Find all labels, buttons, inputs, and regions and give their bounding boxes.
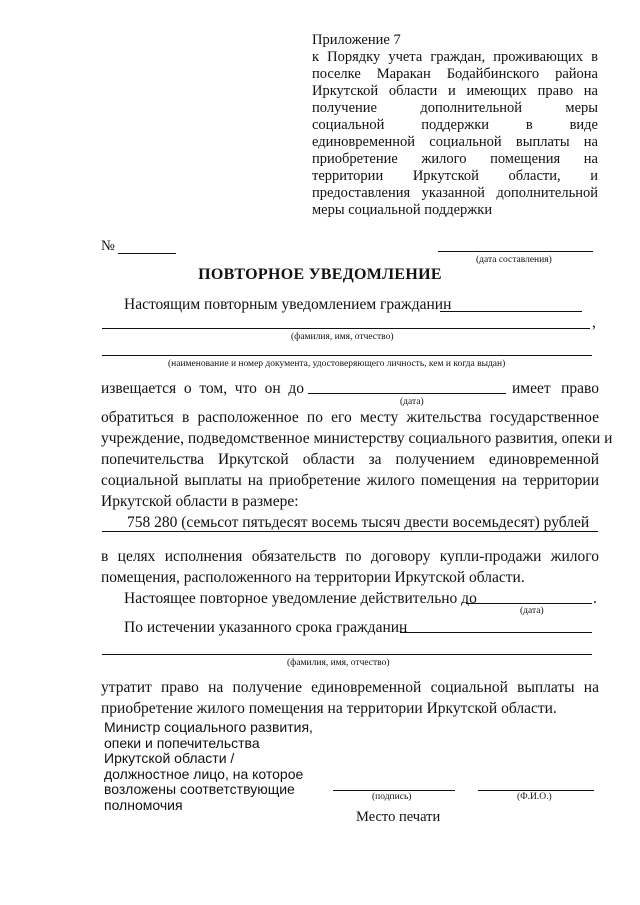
purpose-paragraph (101, 546, 599, 588)
appendix-line: получение дополнительной меры (312, 100, 598, 116)
appendix-line: предоставления указанной дополнительной (312, 185, 598, 201)
informed-text: извещается о том, что он до (101, 380, 304, 397)
appendix-line: социальной поддержки в виде (312, 117, 598, 133)
signature-field[interactable] (333, 790, 455, 791)
purpose-line: в целях исполнения обязательств по договору купли-продажи жилого (101, 548, 599, 565)
appendix-line: к Порядку учета граждан, проживающих в (312, 49, 598, 65)
identity-document-field[interactable] (102, 355, 592, 356)
date-field[interactable] (438, 251, 593, 252)
valid-until-text: Настоящее повторное уведомление действительно до (124, 590, 477, 607)
deadline-date-caption: (дата) (400, 397, 424, 407)
body-line: учреждение, подведомственное министерству социального развития, опеки и (101, 430, 613, 447)
signature-caption: (подпись) (372, 792, 412, 802)
loss-line: приобретение жилого помещения на территории Иркутской области. (101, 700, 557, 717)
expiry-name-field-2[interactable] (102, 654, 592, 655)
intro-text: Настоящим повторным уведомлением гражданин (124, 296, 452, 313)
expiry-fio-caption: (фамилия, имя, отчество) (287, 658, 390, 668)
page-title: ПОВТОРНОЕ УВЕДОМЛЕНИЕ (198, 266, 442, 283)
date-caption: (дата составления) (476, 255, 552, 265)
official-line: опеки и попечительства (104, 734, 260, 751)
name-caption: (Ф.И.О.) (517, 792, 552, 802)
body-line: попечительства Иркутской области за получением единовременной (101, 451, 599, 468)
official-line: Иркутской области / (104, 750, 235, 766)
appendix-block (312, 32, 598, 219)
amount-underline (102, 531, 598, 532)
expiry-name-field[interactable] (400, 632, 592, 633)
period: . (593, 590, 597, 607)
appendix-line: единовременной социальной выплаты на (312, 134, 598, 150)
comma: , (592, 314, 596, 331)
appendix-line: поселке Маракан Бодайбинского района (312, 66, 598, 82)
purpose-line: помещения, расположенного на территории Иркутской области. (101, 569, 525, 586)
citizen-name-field[interactable] (440, 311, 582, 312)
loss-paragraph (101, 677, 599, 719)
fio-caption: (фамилия, имя, отчество) (291, 332, 394, 342)
body-line: социальной выплаты на приобретение жилого помещения на территории (101, 472, 599, 489)
official-line: полномочия (104, 796, 183, 813)
official-line: возложены соответствующие (104, 781, 295, 797)
stamp-place: Место печати (356, 809, 441, 825)
appendix-title: Приложение 7 (312, 32, 401, 48)
expiry-text: По истечении указанного срока гражданин (124, 619, 408, 636)
name-field[interactable] (478, 790, 594, 791)
document-caption: (наименование и номер документа, удостоверяющего личность, кем и когда выдан) (168, 359, 506, 369)
number-field[interactable] (118, 253, 176, 254)
appendix-line: территории Иркутской области, и (312, 168, 598, 184)
official-line: Министр социального развития, (104, 719, 313, 735)
loss-line: утратит право на получение единовременной социальной выплаты на (101, 679, 599, 696)
citizen-name-field-2[interactable] (102, 328, 590, 329)
official-line: должностное лицо, на которое (104, 765, 304, 782)
appendix-line: Иркутской области и имеющих право на (312, 83, 598, 99)
body-line: обратиться в расположенное по его месту жительства государственное (101, 409, 599, 426)
valid-date-caption: (дата) (520, 606, 544, 616)
body-line: Иркутской области в размере: (101, 493, 299, 510)
appendix-line: меры социальной поддержки (312, 202, 493, 218)
body-paragraph (101, 407, 613, 512)
appendix-line: приобретение жилого помещения на (312, 151, 598, 167)
amount-text: 758 280 (семьсот пятьдесят восемь тысяч двести восемьдесят) рублей (127, 514, 590, 531)
official-title (104, 720, 324, 813)
number-sign: № (101, 238, 115, 254)
deadline-date-field[interactable] (308, 393, 506, 394)
informed-right-text: имеет право (512, 380, 599, 397)
valid-until-date-field[interactable] (466, 603, 592, 604)
